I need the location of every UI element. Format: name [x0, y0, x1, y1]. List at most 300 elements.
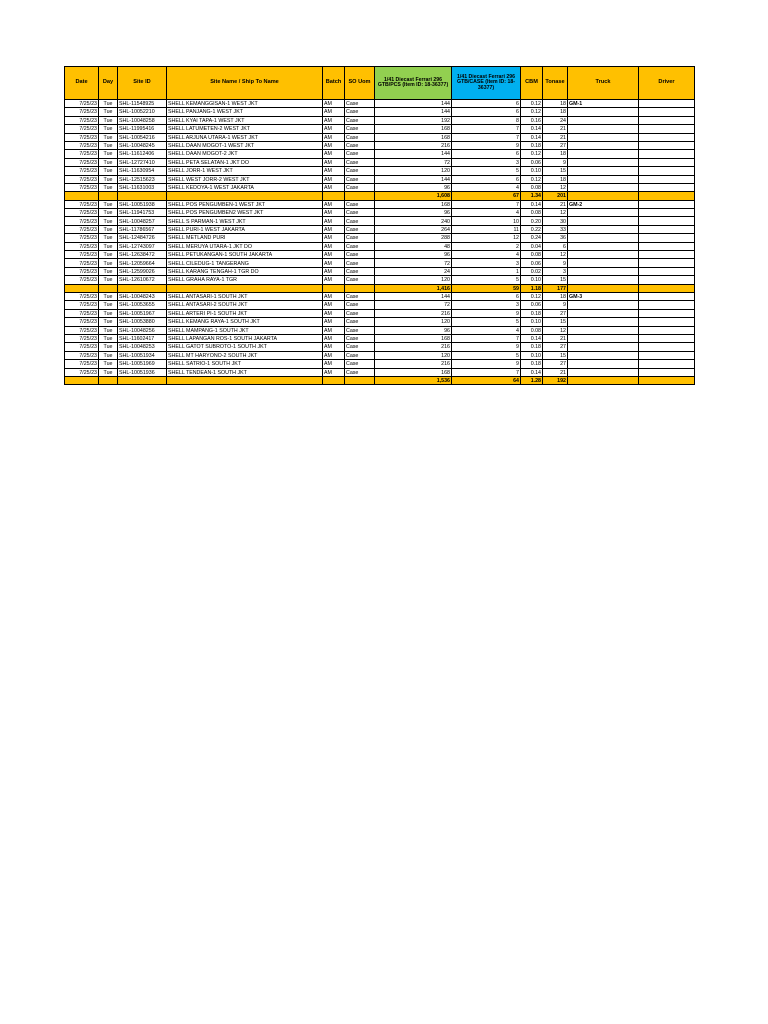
date-cell: 7/25/23: [65, 368, 99, 376]
site-name-cell: SHELL KYAI TAPA-1 WEST JKT: [167, 116, 323, 124]
pcs-cell: 144: [375, 175, 452, 183]
so-uom-cell: Case: [345, 259, 375, 267]
date-cell: 7/25/23: [65, 200, 99, 208]
batch-cell: AM: [323, 200, 345, 208]
date-cell: 7/25/23: [65, 234, 99, 242]
so-uom-cell: Case: [345, 167, 375, 175]
so-uom-cell: Case: [345, 183, 375, 191]
cbm-cell: 0.22: [521, 225, 543, 233]
driver-cell: [639, 318, 695, 326]
date-cell: 7/25/23: [65, 167, 99, 175]
truck-cell: [568, 343, 639, 351]
day-cell: Tue: [99, 292, 118, 300]
subtotal-empty-cell: [167, 192, 323, 200]
delivery-schedule-table: [64, 66, 695, 385]
table-row: [65, 343, 695, 351]
table-row: [65, 133, 695, 141]
truck-cell: GM-3: [568, 292, 639, 300]
pcs-cell: 72: [375, 158, 452, 166]
batch-cell: AM: [323, 309, 345, 317]
cbm-cell: 0.12: [521, 175, 543, 183]
so-uom-cell: Case: [345, 200, 375, 208]
tonase-cell: 27: [543, 360, 568, 368]
day-cell: Tue: [99, 133, 118, 141]
table-row: [65, 318, 695, 326]
site-name-cell: SHELL GATOT SUBROTO-1 SOUTH JKT: [167, 343, 323, 351]
site-id-cell: SHL-11631003: [118, 183, 167, 191]
batch-cell: AM: [323, 276, 345, 284]
table-row: [65, 100, 695, 108]
site-name-cell: SHELL PURI-1 WEST JAKARTA: [167, 225, 323, 233]
so-uom-cell: Case: [345, 292, 375, 300]
driver-cell: [639, 225, 695, 233]
so-uom-cell: Case: [345, 309, 375, 317]
table-row: [65, 267, 695, 275]
subtotal-cases: 59: [452, 284, 521, 292]
batch-cell: AM: [323, 318, 345, 326]
header-driver: Driver: [639, 67, 695, 100]
subtotal-row: [65, 376, 695, 384]
truck-cell: [568, 217, 639, 225]
site-name-cell: SHELL S PARMAN-1 WEST JKT: [167, 217, 323, 225]
site-name-cell: SHELL MERUYA UTARA-1 JKT DO: [167, 242, 323, 250]
site-name-cell: SHELL PETA SELATAN-1 JKT DO: [167, 158, 323, 166]
cbm-cell: 0.10: [521, 276, 543, 284]
date-cell: 7/25/23: [65, 225, 99, 233]
site-name-cell: SHELL ARTERI PI-1 SOUTH JKT: [167, 309, 323, 317]
day-cell: Tue: [99, 334, 118, 342]
site-id-cell: SHL-10048256: [118, 326, 167, 334]
driver-cell: [639, 100, 695, 108]
truck-cell: [568, 225, 639, 233]
date-cell: 7/25/23: [65, 100, 99, 108]
batch-cell: AM: [323, 368, 345, 376]
subtotal-empty-cell: [345, 192, 375, 200]
subtotal-empty-cell: [118, 192, 167, 200]
day-cell: Tue: [99, 309, 118, 317]
case-cell: 7: [452, 368, 521, 376]
site-id-cell: SHL-10051936: [118, 368, 167, 376]
table-row: [65, 368, 695, 376]
site-id-cell: SHL-11612406: [118, 150, 167, 158]
header-day: Day: [99, 67, 118, 100]
subtotal-cbm: 1.18: [521, 284, 543, 292]
batch-cell: AM: [323, 242, 345, 250]
tonase-cell: 27: [543, 309, 568, 317]
cbm-cell: 0.08: [521, 209, 543, 217]
site-id-cell: SHL-12599026: [118, 267, 167, 275]
case-cell: 9: [452, 343, 521, 351]
day-cell: Tue: [99, 200, 118, 208]
batch-cell: AM: [323, 158, 345, 166]
case-cell: 7: [452, 200, 521, 208]
so-uom-cell: Case: [345, 141, 375, 149]
truck-cell: GM-2: [568, 200, 639, 208]
site-id-cell: SHL-10048243: [118, 292, 167, 300]
tonase-cell: 9: [543, 301, 568, 309]
site-name-cell: SHELL TENDEAN-1 SOUTH JKT: [167, 368, 323, 376]
batch-cell: AM: [323, 183, 345, 191]
table-row: [65, 141, 695, 149]
day-cell: Tue: [99, 116, 118, 124]
table-row: [65, 334, 695, 342]
site-id-cell: SHL-12515623: [118, 175, 167, 183]
header-site-id: Site ID: [118, 67, 167, 100]
site-id-cell: SHL-11630954: [118, 167, 167, 175]
case-cell: 8: [452, 116, 521, 124]
case-cell: 7: [452, 334, 521, 342]
cbm-cell: 0.02: [521, 267, 543, 275]
tonase-cell: 27: [543, 343, 568, 351]
tonase-cell: 18: [543, 100, 568, 108]
cbm-cell: 0.24: [521, 234, 543, 242]
date-cell: 7/25/23: [65, 326, 99, 334]
subtotal-truck-cell: [568, 376, 639, 384]
truck-cell: [568, 150, 639, 158]
site-id-cell: SHL-12638472: [118, 251, 167, 259]
day-cell: Tue: [99, 368, 118, 376]
pcs-cell: 168: [375, 125, 452, 133]
truck-cell: [568, 209, 639, 217]
table-row: [65, 242, 695, 250]
so-uom-cell: Case: [345, 225, 375, 233]
table-row: [65, 259, 695, 267]
pcs-cell: 216: [375, 360, 452, 368]
date-cell: 7/25/23: [65, 360, 99, 368]
site-id-cell: SHL-10051967: [118, 309, 167, 317]
subtotal-truck-cell: [568, 192, 639, 200]
driver-cell: [639, 150, 695, 158]
site-id-cell: SHL-12727410: [118, 158, 167, 166]
subtotal-driver-cell: [639, 192, 695, 200]
cbm-cell: 0.08: [521, 251, 543, 259]
truck-cell: [568, 234, 639, 242]
so-uom-cell: Case: [345, 150, 375, 158]
driver-cell: [639, 217, 695, 225]
site-id-cell: SHL-12059664: [118, 259, 167, 267]
pcs-cell: 72: [375, 301, 452, 309]
date-cell: 7/25/23: [65, 158, 99, 166]
site-name-cell: SHELL METLAND PURI: [167, 234, 323, 242]
pcs-cell: 288: [375, 234, 452, 242]
subtotal-empty-cell: [167, 284, 323, 292]
site-id-cell: SHL-10048258: [118, 116, 167, 124]
table-row: [65, 351, 695, 359]
pcs-cell: 168: [375, 200, 452, 208]
case-cell: 5: [452, 276, 521, 284]
subtotal-tonase: 177: [543, 284, 568, 292]
date-cell: 7/25/23: [65, 292, 99, 300]
cbm-cell: 0.06: [521, 158, 543, 166]
pcs-cell: 240: [375, 217, 452, 225]
site-name-cell: SHELL DAAN MOGOT-1 WEST JKT: [167, 141, 323, 149]
cbm-cell: 0.10: [521, 318, 543, 326]
so-uom-cell: Case: [345, 301, 375, 309]
so-uom-cell: Case: [345, 251, 375, 259]
subtotal-empty-cell: [323, 284, 345, 292]
day-cell: Tue: [99, 234, 118, 242]
table-row: [65, 158, 695, 166]
day-cell: Tue: [99, 150, 118, 158]
site-name-cell: SHELL GRAHA RAYA-1 TGR: [167, 276, 323, 284]
subtotal-empty-cell: [118, 284, 167, 292]
case-cell: 4: [452, 326, 521, 334]
truck-cell: [568, 259, 639, 267]
pcs-cell: 96: [375, 209, 452, 217]
tonase-cell: 12: [543, 209, 568, 217]
site-name-cell: SHELL DAAN MOGOT-2 JKT: [167, 150, 323, 158]
case-cell: 7: [452, 133, 521, 141]
pcs-cell: 168: [375, 368, 452, 376]
truck-cell: [568, 360, 639, 368]
header-tonase: Tonase: [543, 67, 568, 100]
batch-cell: AM: [323, 175, 345, 183]
driver-cell: [639, 334, 695, 342]
site-name-cell: SHELL PETUKANGAN-1 SOUTH JAKARTA: [167, 251, 323, 259]
truck-cell: [568, 125, 639, 133]
date-cell: 7/25/23: [65, 351, 99, 359]
tonase-cell: 12: [543, 251, 568, 259]
driver-cell: [639, 309, 695, 317]
truck-cell: [568, 326, 639, 334]
day-cell: Tue: [99, 225, 118, 233]
subtotal-empty-cell: [345, 376, 375, 384]
day-cell: Tue: [99, 158, 118, 166]
site-name-cell: SHELL SATRIO-1 SOUTH JKT: [167, 360, 323, 368]
day-cell: Tue: [99, 343, 118, 351]
site-id-cell: SHL-11602417: [118, 334, 167, 342]
date-cell: 7/25/23: [65, 150, 99, 158]
cbm-cell: 0.08: [521, 183, 543, 191]
truck-cell: [568, 351, 639, 359]
tonase-cell: 18: [543, 150, 568, 158]
truck-cell: [568, 368, 639, 376]
so-uom-cell: Case: [345, 108, 375, 116]
cbm-cell: 0.12: [521, 100, 543, 108]
truck-cell: [568, 318, 639, 326]
truck-cell: [568, 183, 639, 191]
tonase-cell: 21: [543, 334, 568, 342]
cbm-cell: 0.06: [521, 259, 543, 267]
driver-cell: [639, 360, 695, 368]
day-cell: Tue: [99, 209, 118, 217]
tonase-cell: 9: [543, 158, 568, 166]
so-uom-cell: Case: [345, 100, 375, 108]
site-name-cell: SHELL ANTASARI-1 SOUTH JKT: [167, 292, 323, 300]
table-row: [65, 175, 695, 183]
cbm-cell: 0.12: [521, 150, 543, 158]
tonase-cell: 15: [543, 351, 568, 359]
subtotal-truck-cell: [568, 284, 639, 292]
day-cell: Tue: [99, 242, 118, 250]
truck-cell: [568, 133, 639, 141]
case-cell: 3: [452, 301, 521, 309]
driver-cell: [639, 125, 695, 133]
driver-cell: [639, 292, 695, 300]
pcs-cell: 120: [375, 318, 452, 326]
subtotal-cases: 67: [452, 192, 521, 200]
day-cell: Tue: [99, 125, 118, 133]
case-cell: 4: [452, 209, 521, 217]
site-name-cell: SHELL KEMANGGISAN-1 WEST JKT: [167, 100, 323, 108]
truck-cell: [568, 158, 639, 166]
tonase-cell: 15: [543, 276, 568, 284]
table-row: [65, 360, 695, 368]
cbm-cell: 0.10: [521, 167, 543, 175]
cbm-cell: 0.18: [521, 343, 543, 351]
so-uom-cell: Case: [345, 368, 375, 376]
subtotal-empty-cell: [99, 376, 118, 384]
subtotal-empty-cell: [65, 192, 99, 200]
tonase-cell: 18: [543, 175, 568, 183]
truck-cell: [568, 276, 639, 284]
cbm-cell: 0.16: [521, 116, 543, 124]
site-name-cell: SHELL ARJUNA UTARA-1 WEST JKT: [167, 133, 323, 141]
driver-cell: [639, 158, 695, 166]
table-row: [65, 200, 695, 208]
case-cell: 6: [452, 292, 521, 300]
site-id-cell: SHL-10052210: [118, 108, 167, 116]
pcs-cell: 48: [375, 242, 452, 250]
site-id-cell: SHL-11548925: [118, 100, 167, 108]
tonase-cell: 21: [543, 368, 568, 376]
site-name-cell: SHELL KEDOYA-1 WEST JAKARTA: [167, 183, 323, 191]
site-id-cell: SHL-11786567: [118, 225, 167, 233]
case-cell: 10: [452, 217, 521, 225]
day-cell: Tue: [99, 217, 118, 225]
driver-cell: [639, 326, 695, 334]
tonase-cell: 36: [543, 234, 568, 242]
subtotal-empty-cell: [65, 284, 99, 292]
driver-cell: [639, 276, 695, 284]
so-uom-cell: Case: [345, 234, 375, 242]
subtotal-empty-cell: [99, 284, 118, 292]
pcs-cell: 96: [375, 251, 452, 259]
site-id-cell: SHL-10054216: [118, 133, 167, 141]
pcs-cell: 216: [375, 343, 452, 351]
table-row: [65, 183, 695, 191]
truck-cell: [568, 334, 639, 342]
subtotal-empty-cell: [323, 192, 345, 200]
site-name-cell: SHELL JORR-1 WEST JKT: [167, 167, 323, 175]
batch-cell: AM: [323, 141, 345, 149]
so-uom-cell: Case: [345, 351, 375, 359]
header-cbm: CBM: [521, 67, 543, 100]
so-uom-cell: Case: [345, 175, 375, 183]
so-uom-cell: Case: [345, 116, 375, 124]
batch-cell: AM: [323, 251, 345, 259]
pcs-cell: 264: [375, 225, 452, 233]
table-row: [65, 167, 695, 175]
driver-cell: [639, 209, 695, 217]
so-uom-cell: Case: [345, 217, 375, 225]
batch-cell: AM: [323, 301, 345, 309]
driver-cell: [639, 167, 695, 175]
date-cell: 7/25/23: [65, 301, 99, 309]
batch-cell: AM: [323, 217, 345, 225]
day-cell: Tue: [99, 108, 118, 116]
tonase-cell: 12: [543, 326, 568, 334]
site-id-cell: SHL-10053880: [118, 318, 167, 326]
case-cell: 9: [452, 309, 521, 317]
header-pcs: 1/41 Diecast Ferrari 296 GTB/PCS (Item ID: 18-36377): [375, 67, 452, 100]
cbm-cell: 0.08: [521, 326, 543, 334]
table-row: [65, 276, 695, 284]
date-cell: 7/25/23: [65, 242, 99, 250]
so-uom-cell: Case: [345, 334, 375, 342]
day-cell: Tue: [99, 259, 118, 267]
driver-cell: [639, 175, 695, 183]
day-cell: Tue: [99, 183, 118, 191]
day-cell: Tue: [99, 360, 118, 368]
driver-cell: [639, 183, 695, 191]
case-cell: 5: [452, 351, 521, 359]
site-name-cell: SHELL WEST JORR-2 WEST JKT: [167, 175, 323, 183]
batch-cell: AM: [323, 326, 345, 334]
day-cell: Tue: [99, 251, 118, 259]
truck-cell: [568, 116, 639, 124]
site-name-cell: SHELL LAPANGAN ROS-1 SOUTH JAKARTA: [167, 334, 323, 342]
subtotal-cases: 64: [452, 376, 521, 384]
pcs-cell: 192: [375, 116, 452, 124]
driver-cell: [639, 267, 695, 275]
subtotal-pcs: 1,536: [375, 376, 452, 384]
tonase-cell: 18: [543, 108, 568, 116]
tonase-cell: 21: [543, 125, 568, 133]
site-id-cell: SHL-11995416: [118, 125, 167, 133]
subtotal-cbm: 1.34: [521, 192, 543, 200]
truck-cell: [568, 251, 639, 259]
header-truck: Truck: [568, 67, 639, 100]
case-cell: 9: [452, 360, 521, 368]
so-uom-cell: Case: [345, 133, 375, 141]
batch-cell: AM: [323, 334, 345, 342]
truck-cell: [568, 175, 639, 183]
site-id-cell: SHL-11941753: [118, 209, 167, 217]
case-cell: 7: [452, 125, 521, 133]
batch-cell: AM: [323, 167, 345, 175]
date-cell: 7/25/23: [65, 259, 99, 267]
pcs-cell: 24: [375, 267, 452, 275]
site-id-cell: SHL-12743097: [118, 242, 167, 250]
driver-cell: [639, 351, 695, 359]
site-name-cell: SHELL LATUMETEN-2 WEST JKT: [167, 125, 323, 133]
cbm-cell: 0.14: [521, 133, 543, 141]
pcs-cell: 216: [375, 141, 452, 149]
pcs-cell: 144: [375, 108, 452, 116]
subtotal-pcs: 1,416: [375, 284, 452, 292]
driver-cell: [639, 259, 695, 267]
tonase-cell: 3: [543, 267, 568, 275]
so-uom-cell: Case: [345, 326, 375, 334]
batch-cell: AM: [323, 125, 345, 133]
batch-cell: AM: [323, 351, 345, 359]
so-uom-cell: Case: [345, 209, 375, 217]
tonase-cell: 12: [543, 183, 568, 191]
case-cell: 4: [452, 183, 521, 191]
site-id-cell: SHL-10048257: [118, 217, 167, 225]
subtotal-empty-cell: [99, 192, 118, 200]
site-name-cell: SHELL CILEDUG-1 TANGERANG: [167, 259, 323, 267]
so-uom-cell: Case: [345, 267, 375, 275]
subtotal-row: [65, 284, 695, 292]
cbm-cell: 0.14: [521, 125, 543, 133]
driver-cell: [639, 141, 695, 149]
cbm-cell: 0.14: [521, 200, 543, 208]
site-name-cell: SHELL MAMPANG-1 SOUTH JKT: [167, 326, 323, 334]
header-site-name: Site Name / Ship To Name: [167, 67, 323, 100]
driver-cell: [639, 116, 695, 124]
